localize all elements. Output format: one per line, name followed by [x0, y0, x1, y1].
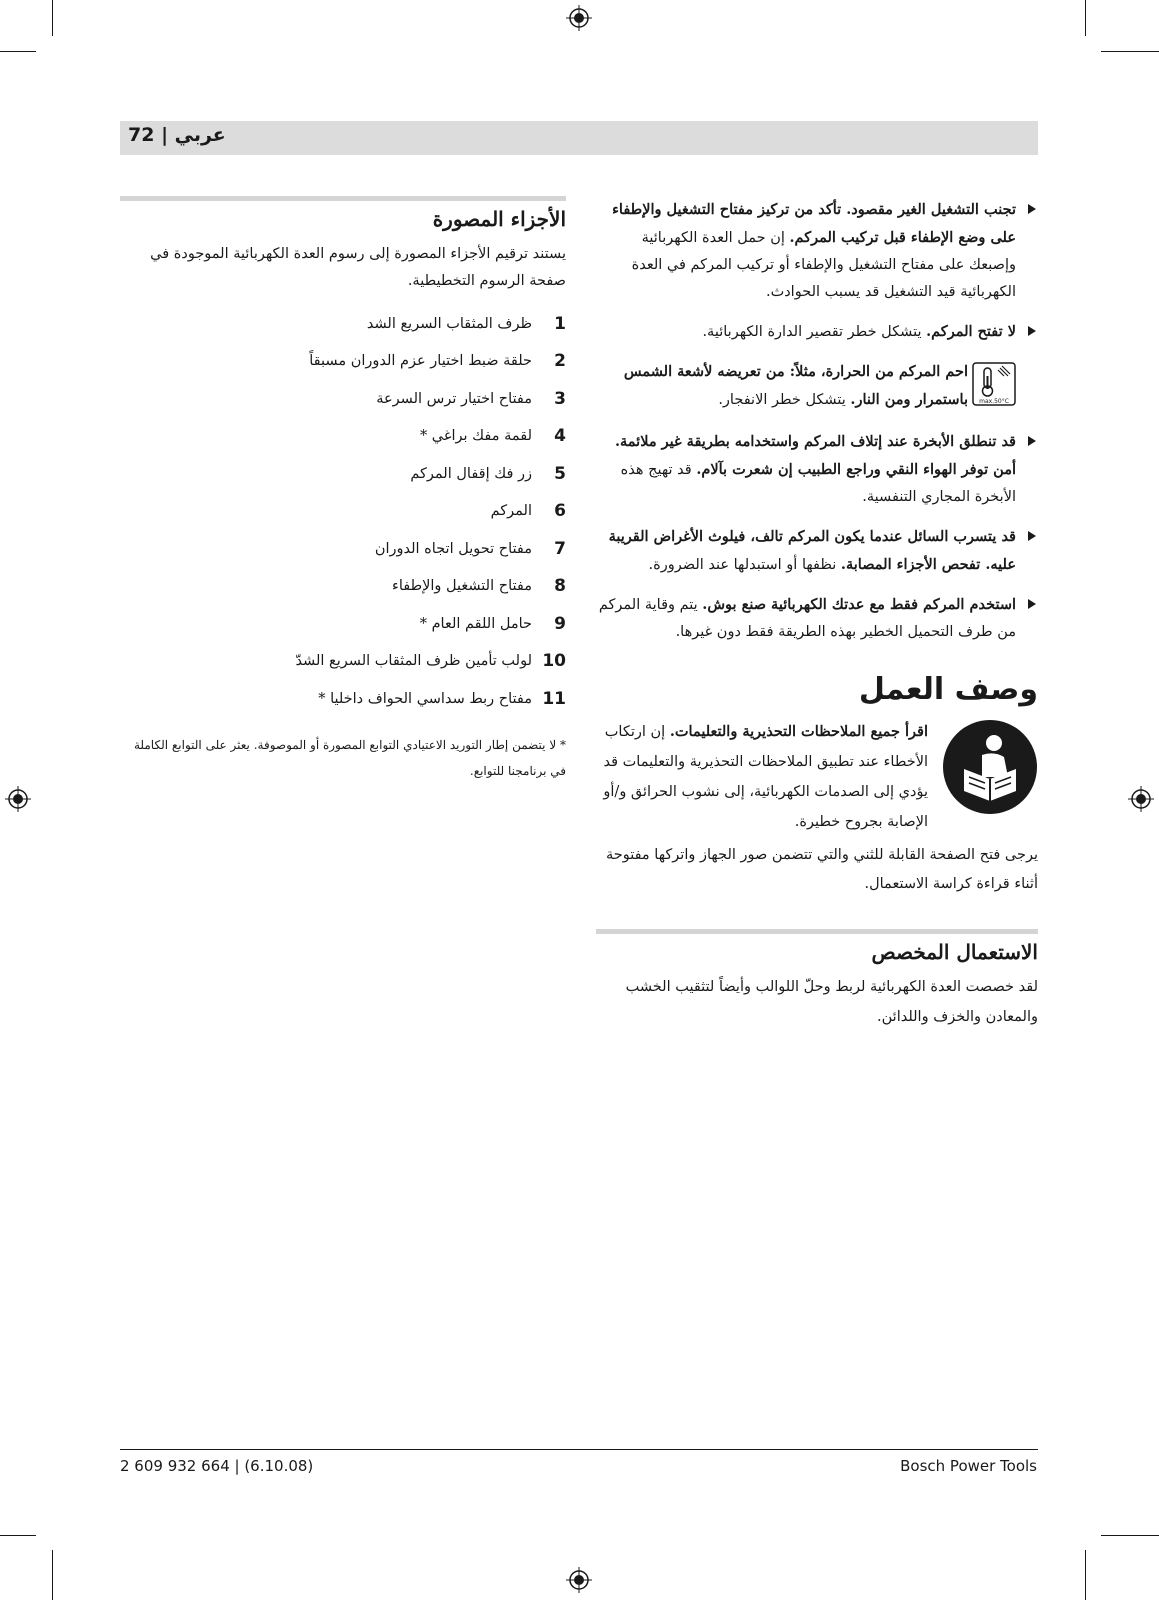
read-instructions: اقرأ جميع الملاحظات التحذيرية والتعليمات. إن ارتكاب الأخطاء عند تطبيق الملاحظات التحذيرية والتعليمات قد يؤدي إلى الصدمات الكهربائية، إلى نشوب الحرائق و/أو الإصابة بجروح خطيرة.	[596, 717, 1038, 837]
footnote: * لا يتضمن إطار التوريد الاعتيادي التوابع المصورة أو الموصوفة. يعثر على التوابع الكاملة في برنامجنا للتوابع.	[133, 737, 566, 778]
parts-intro: يستند ترقيم الأجزاء المصورة إلى رسوم العدة الكهربائية الموجودة في صفحة الرسوم التخطيطية.	[150, 246, 566, 289]
list-item: 10 لولب تأمين ظرف المثقاب السريع الشدّ	[295, 651, 566, 672]
registration-mark-icon	[566, 5, 592, 31]
heat-warning: max.50°C احم المركم من الحرارة، مثلاً: من تعريضه لأشعة الشمس باستمرار ومن النار. يتشكل خطر الانفجار.	[596, 358, 1038, 414]
svg-text:max.50°C: max.50°C	[979, 398, 1009, 405]
crop-mark	[0, 1535, 36, 1536]
parts-list	[120, 305, 566, 718]
list-item: 8 مفتاح التشغيل والإطفاء	[392, 576, 566, 597]
registration-mark-icon	[566, 1567, 592, 1593]
list-item: 11 مفتاح ربط سداسي الحواف داخليا *	[318, 688, 566, 709]
usage-text: لقد خصصت العدة الكهربائية لربط وحلّ اللوالب وأيضاً لتثقيب الخشب والمعادن والخزف واللدائن.	[625, 979, 1038, 1025]
crop-mark	[1101, 51, 1159, 52]
footer-rule	[120, 1449, 1038, 1450]
fold-out-note: يرجى فتح الصفحة القابلة للثني والتي تتضمن صور الجهاز واتركها مفتوحة أثناء قراءة كراسة الاستعمال.	[605, 847, 1038, 892]
bullet-triangle-icon	[1028, 326, 1036, 336]
crop-mark	[0, 51, 36, 52]
safety-section	[596, 196, 1038, 1040]
crop-mark	[52, 1550, 53, 1600]
bullet-triangle-icon	[1028, 599, 1036, 609]
brand-footer: Bosch Power Tools	[900, 1457, 1037, 1475]
safety-bullet: قد يتسرب السائل عندما يكون المركم تالف، فيلوث الأغراض القريبة عليه. تفحص الأجزاء المصابة. نظفها أو استبدلها عند الضرورة.	[596, 523, 1038, 579]
crop-mark	[1085, 0, 1086, 36]
crop-mark	[1101, 1535, 1159, 1536]
section-title: الأجزاء المصورة	[120, 196, 566, 231]
list-item: 5 زر فك إقفال المركم	[410, 463, 566, 484]
temperature-warning-icon	[972, 362, 1016, 406]
function-title: وصف العمل	[858, 672, 1038, 707]
safety-bullet: استخدم المركم فقط مع عدتك الكهربائية صنع بوش. يتم وقاية المركم من طرف التحميل الخطير بهذه الطريقة فقط دون غيرها.	[596, 591, 1038, 646]
registration-mark-icon	[5, 786, 31, 812]
page-header	[120, 121, 1038, 155]
list-item: 1 ظرف المثقاب السريع الشد	[366, 313, 566, 334]
bullet-triangle-icon	[1028, 436, 1036, 446]
parts-section	[120, 196, 566, 784]
safety-bullet: تجنب التشغيل الغير مقصود. تأكد من تركيز مفتاح التشغيل والإطفاء على وضع الإطفاء قبل تركيب المركم. إن حمل العدة الكهربائية وإصبعك على مفتاح التشغيل والإطفاء أو تركيب المركم في العدة الكهربائية قيد التشغيل قد يسبب الحوادث.	[596, 196, 1038, 306]
list-item: 7 مفتاح تحويل اتجاه الدوران	[374, 538, 566, 559]
page-number: عربي | 72	[128, 124, 226, 146]
list-item: 3 مفتاح اختيار ترس السرعة	[376, 388, 566, 409]
list-item: 6 المركم	[490, 501, 566, 522]
document-number: 2 609 932 664 | (6.10.08)	[120, 1457, 314, 1475]
safety-bullet: لا تفتح المركم. يتشكل خطر تقصير الدارة الكهربائية.	[596, 318, 1038, 346]
crop-mark	[52, 0, 53, 36]
list-item: 9 حامل اللقم العام *	[419, 613, 566, 634]
read-manual-icon	[942, 719, 1038, 815]
registration-mark-icon	[1128, 786, 1154, 812]
usage-title: الاستعمال المخصص	[596, 929, 1038, 964]
crop-mark	[1085, 1550, 1086, 1600]
safety-bullet: قد تنطلق الأبخرة عند إتلاف المركم واستخدامه بطريقة غير ملائمة. أمن توفر الهواء النقي وراجع الطبيب إن شعرت بآلام. قد تهيج هذه الأبخرة المجاري التنفسية.	[596, 428, 1038, 511]
list-item: 4 لقمة مفك براغي *	[419, 426, 566, 447]
bullet-triangle-icon	[1028, 204, 1036, 214]
bullet-triangle-icon	[1028, 531, 1036, 541]
list-item: 2 حلقة ضبط اختيار عزم الدوران مسبقاً	[309, 351, 566, 372]
